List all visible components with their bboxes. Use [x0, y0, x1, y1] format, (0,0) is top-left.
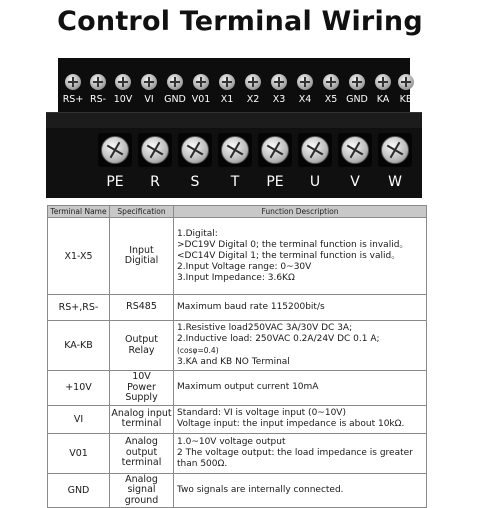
terminal-name-cell: RS+,RS- — [48, 295, 110, 321]
terminal-label: KA — [376, 94, 390, 105]
specification-cell: RS485 — [110, 295, 174, 321]
screw-well — [218, 133, 252, 167]
screw-icon — [301, 136, 329, 164]
table-row — [48, 218, 427, 295]
power-terminal-label: V — [350, 174, 360, 190]
screw-well — [138, 133, 172, 167]
screw-icon — [323, 74, 339, 90]
description-text: 2.Inductive load: 250VAC 0.2A/24V DC 0.1 A; — [177, 334, 380, 344]
screw-well — [378, 133, 412, 167]
table-row — [48, 321, 427, 371]
terminal-label: RS+ — [62, 94, 84, 105]
description-line: Voltage input: the input impedance is about 10kΩ. — [177, 419, 405, 429]
description-line: 2 The voltage output: the load impedance is greater — [177, 447, 413, 458]
description-line: >DC19V Digital 0; the terminal function is invalid。 — [177, 239, 409, 250]
specification-cell: Output Relay — [110, 321, 174, 371]
specification-line: 10V — [132, 371, 151, 382]
terminal-name-cell: X1-X5 — [48, 218, 110, 295]
table-row — [48, 371, 427, 406]
screw-icon — [141, 136, 169, 164]
specification-line: Analog input — [111, 407, 172, 419]
screw-icon — [90, 74, 106, 90]
terminal-label: GND — [164, 94, 186, 105]
screw-icon — [221, 136, 249, 164]
description-line — [177, 334, 423, 357]
description-line: <DC14V Digital 1; the terminal function is valid。 — [177, 250, 401, 261]
screw-icon — [341, 136, 369, 164]
description-line: 3.Input Impedance: 3.6KΩ — [177, 272, 295, 283]
terminal-label: X3 — [272, 94, 286, 105]
table-row — [48, 405, 427, 433]
description-line: 1.Resistive load250VAC 3A/30V DC 3A; — [177, 323, 353, 333]
screw-icon — [115, 74, 131, 90]
specification-cell — [110, 433, 174, 473]
specification-cell — [110, 473, 174, 508]
power-terminal-label: S — [190, 174, 200, 190]
description-cell — [174, 433, 427, 473]
screw-well — [298, 133, 332, 167]
screw-icon — [398, 74, 414, 90]
power-terminal-label: U — [309, 174, 321, 190]
description-line: Two signals are internally connected. — [177, 484, 344, 495]
column-header-function-description: Function Description — [174, 206, 427, 218]
terminal-name-cell: GND — [48, 473, 110, 508]
screw-icon — [245, 74, 261, 90]
specification-line: terminal — [121, 457, 162, 469]
specification-cell — [110, 371, 174, 406]
screw-well — [338, 133, 372, 167]
description-cell — [174, 473, 427, 508]
page-title: Control Terminal Wiring — [57, 6, 423, 37]
description-line: 2.Input Voltage range: 0~30V — [177, 261, 312, 272]
description-line: than 500Ω. — [177, 458, 228, 469]
screw-well — [178, 133, 212, 167]
terminal-name-cell: VI — [48, 405, 110, 433]
power-terminal-label: T — [230, 174, 240, 190]
power-factor-note: (cosφ=0.4) — [177, 346, 219, 355]
terminal-name-cell: V01 — [48, 433, 110, 473]
screw-icon — [193, 74, 209, 90]
terminal-label: X1 — [220, 94, 234, 105]
table-header-row — [48, 206, 427, 218]
screw-icon — [261, 136, 289, 164]
table-row — [48, 473, 427, 508]
specification-line: terminal — [121, 418, 162, 429]
power-terminal-label: R — [150, 174, 160, 190]
terminal-label: X5 — [324, 94, 338, 105]
screw-icon — [181, 136, 209, 164]
terminal-block-photo — [46, 58, 422, 198]
description-cell — [174, 321, 427, 371]
terminal-label: VI — [144, 94, 154, 105]
screw-icon — [219, 74, 235, 90]
terminal-name-cell: KA-KB — [48, 321, 110, 371]
screw-icon — [381, 136, 409, 164]
specification-line: ground — [124, 494, 159, 506]
screw-icon — [349, 74, 365, 90]
terminal-label: RS- — [89, 94, 107, 105]
terminal-label: X4 — [298, 94, 312, 105]
screw-icon — [65, 74, 81, 90]
terminal-label: KB — [399, 94, 413, 105]
description-cell — [174, 295, 427, 321]
screw-well — [98, 133, 132, 167]
power-terminal-label: W — [388, 174, 402, 190]
description-cell — [174, 405, 427, 433]
specification-line: Analog output — [125, 436, 158, 458]
screw-icon — [167, 74, 183, 90]
screw-icon — [297, 74, 313, 90]
screw-icon — [375, 74, 391, 90]
terminal-spec-table — [47, 205, 427, 508]
specification-cell: Input Digitial — [110, 218, 174, 295]
description-line: 1.0~10V voltage output — [177, 436, 286, 447]
power-terminal-label: PE — [266, 174, 284, 190]
terminal-label: GND — [346, 94, 368, 105]
screw-icon — [101, 136, 129, 164]
terminal-label: X2 — [246, 94, 260, 105]
table-row — [48, 295, 427, 321]
description-cell — [174, 218, 427, 295]
terminal-name-cell: +10V — [48, 371, 110, 406]
description-cell — [174, 371, 427, 406]
table-row — [48, 433, 427, 473]
screw-icon — [141, 74, 157, 90]
description-line: 1.Digital: — [177, 228, 218, 239]
description-line: Standard: VI is voltage input (0~10V) — [177, 408, 346, 418]
column-header-specification: Specification — [110, 206, 174, 218]
description-line: 3.KA and KB NO Terminal — [177, 357, 290, 367]
terminal-label: V01 — [191, 94, 211, 105]
column-header-terminal-name: Terminal Name — [48, 206, 110, 218]
specification-cell — [110, 405, 174, 433]
screw-well — [258, 133, 292, 167]
specification-line: Power Supply — [125, 381, 158, 403]
description-line: Maximum output current 10mA — [177, 382, 319, 393]
specification-line: Analog signal — [125, 473, 158, 495]
description-line: Maximum baud rate 115200bit/s — [177, 302, 325, 312]
screw-icon — [271, 74, 287, 90]
power-terminal-label: PE — [106, 174, 124, 190]
terminal-label: 10V — [113, 94, 133, 105]
